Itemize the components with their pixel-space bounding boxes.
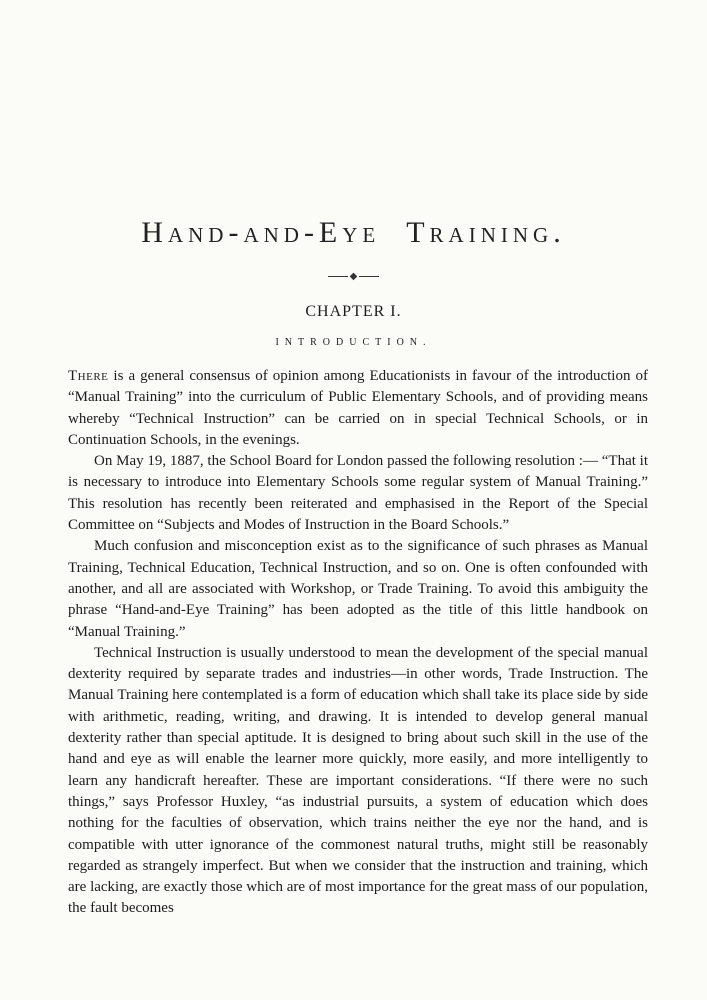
chapter-heading: CHAPTER I. <box>305 303 402 320</box>
paragraph-text: Much confusion and misconception exist as to the significance of such phrases as Manual Training, Technical Education, Technical Instruction, and so on. One is often confounded with another, and all are associated with Workshop, or Trade Training. To avoid this ambiguity the phrase “Hand-and-Eye Training” has been adopted as the title of this little handbook on “Manual Training.” <box>68 538 648 640</box>
ornament-line-left <box>328 276 348 277</box>
paragraph <box>68 366 648 451</box>
page-title: Hand-and-Eye Training. <box>141 216 566 249</box>
title-ornament <box>0 268 707 283</box>
paragraph <box>68 536 648 642</box>
paragraph-lead-word: There <box>68 368 109 384</box>
paragraph-text: is a general consensus of opinion among Educationists in favour of the introduction of “Manual Training” into the curriculum of Public Elementary Schools, and of providing means whereby “Technical Instruction” can be carried on in special Technical Schools, or in Continuation Schools, in the evenings. <box>68 368 648 448</box>
ornament-knot-icon: ◆ <box>349 270 358 282</box>
body-text <box>68 366 648 920</box>
paragraph <box>68 643 648 920</box>
section-heading: INTRODUCTION. <box>275 337 432 348</box>
paragraph-text: On May 19, 1887, the School Board for London passed the following resolution :— “That it is necessary to introduce into Elementary Schools some regular system of Manual Training.” This resolution has recently been reiterated and emphasised in the Report of the Special Committee on “Subjects and Modes of Instruction in the Board Schools.” <box>68 453 648 534</box>
paragraph <box>68 451 648 536</box>
paragraph-text: Technical Instruction is usually understood to mean the development of the special manual dexterity required by separate trades and industries—in other words, Trade Instruction. The Manual Training here contemplated is a form of education which shall take its place side by side with arithmetic, reading, writing, and drawing. It is intended to develop general manual dexterity rather than special aptitude. It is designed to bring about such skill in the use of the hand and eye as will enable the learner more quickly, more easily, and more intelligently to learn any handicraft hereafter. These are important considerations. “If there were no such things,” says Professor Huxley, “as industrial pursuits, a system of education which does nothing for the faculties of observation, which trains neither the eye nor the hand, and is compatible with utter ignorance of the commonest natural truths, might still be reasonably regarded as strangely imperfect. But when we consider that the instruction and training, which are lacking, are exactly those which are of most importance for the great mass of our population, the fault becomes <box>68 644 648 917</box>
ornament-line-right <box>359 276 379 277</box>
